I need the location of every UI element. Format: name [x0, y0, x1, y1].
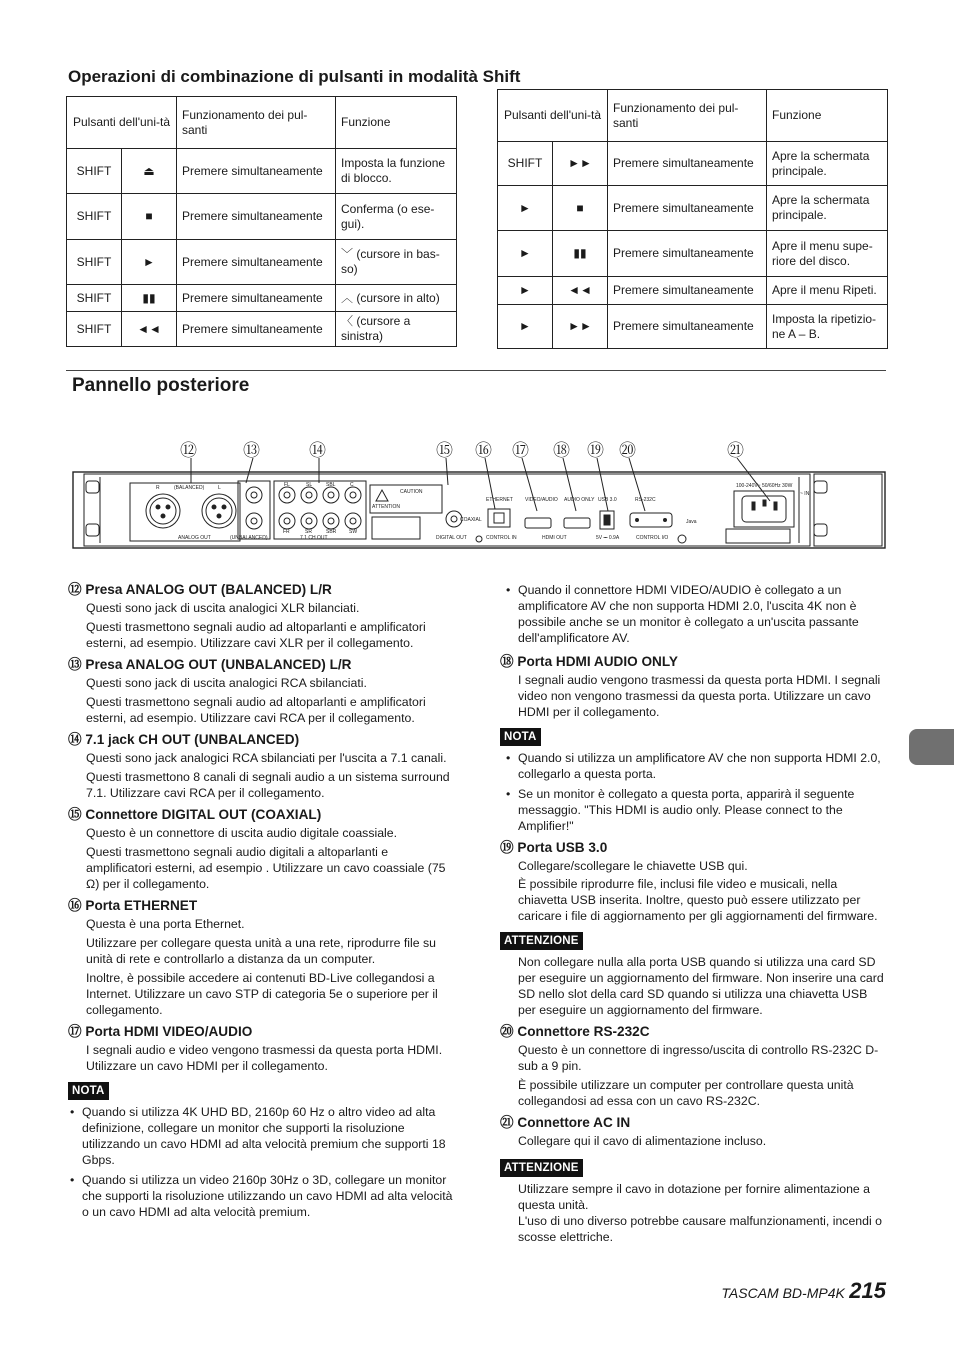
callout-21: ㉑ [727, 441, 744, 460]
rewind-icon: ◄◄ [122, 312, 177, 347]
page-number: 215 [849, 1278, 886, 1303]
callout-18: ⑱ [553, 441, 570, 460]
section-13: ⑬ Presa ANALOG OUT (UNBALANCED) L/R Questi sono jack di uscita analogici RCA sbilanciati. Questi trasmettono segnali audio ad altoparlanti e amplificatori esterni, ad esempio. Utilizzare cavi RCA per il collegamento. [68, 657, 426, 725]
attenzione-badge: ATTENZIONE [500, 1159, 583, 1177]
stop-icon: ■ [553, 186, 608, 231]
header-function: Funzione [767, 90, 888, 142]
table-row: ► ◄◄ Premere simultaneamente Apre il menu Ripeti. [498, 277, 888, 305]
stop-icon: ■ [122, 194, 177, 240]
section-title-rear-panel: Pannello posteriore [72, 375, 250, 396]
panel-ac-in-label: ~ IN [800, 491, 810, 497]
section-16: ⑯ Porta ETHERNET Questa è una porta Ethernet. Utilizzare per collegare questa unità a una rete, riprodurre file su unità di rete e controllarlo a distanza da un computer. Inoltre, è possibile accedere ai contenuti BD-Live collegandosi a Internet. Utilizzare un cavo STP di categoria 5e o superiore per il collegamento. [68, 898, 438, 1017]
nota-badge: NOTA [68, 1082, 109, 1100]
panel-ethernet-label: ETHERNET [486, 497, 513, 503]
callout-13: ⑬ [243, 441, 260, 460]
table-row: SHIFT ► Premere simultaneamente ﹀ (cursore in bas-so) [67, 240, 457, 285]
section-20: ⑳ Connettore RS-232C Questo è un connettore di ingresso/uscita di controllo RS-232C D-sub a 9 pin. È possibile utilizzare un computer per controllare questa unità collegandosi ad essa con un cavo RS-232C. [500, 1024, 879, 1108]
panel-rs232c-label: RS-232C [635, 497, 656, 503]
panel-analog-out-label: ANALOG OUT [178, 535, 211, 541]
panel-xlr-r-label: R [156, 485, 160, 491]
panel-ac-rating-label: 100-240V~ 50/60Hz 30W [736, 483, 793, 489]
panel-java-label: Java [686, 519, 697, 525]
fast-forward-icon: ►► [553, 142, 608, 186]
rear-panel-illustration [70, 455, 886, 551]
panel-ch-sw-label: SW [349, 529, 358, 535]
section-19: ⑲ Porta USB 3.0 Collegare/scollegare le chiavette USB qui. È possibile riprodurre file, inclusi file video e musicali, nella chiavetta USB inserita. Inoltre, questo può essere utilizzato per caricare i file di aggiornamento per gli aggiornamenti del firmware. [500, 840, 878, 923]
panel-attention-label: ATTENTION [372, 504, 400, 510]
table-row: SHIFT ◄◄ Premere simultaneamente 〈 (cursore a sinistra) [67, 312, 457, 347]
table-row: ► ■ Premere simultaneamente Apre la schermata principale. [498, 186, 888, 231]
section-18: ⑱ Porta HDMI AUDIO ONLY I segnali audio vengono trasmessi da questa porta HDMI. I segnali video non vengono trasmessi da questa porta. Utilizzare un cavo HDMI per il collegamento. [500, 654, 881, 719]
eject-icon: ⏏ [122, 149, 177, 194]
table-row: SHIFT ►► Premere simultaneamente Apre la schermata principale. [498, 142, 888, 186]
panel-ch-c-label: C [350, 482, 354, 488]
panel-usb-rating-label: 5V ⎓ 0.9A [596, 535, 620, 541]
table-row: SHIFT ■ Premere simultaneamente Conferma (o ese-gui). [67, 194, 457, 240]
panel-hdmi-out-label: HDMI OUT [542, 535, 567, 541]
fast-forward-icon: ►► [553, 305, 608, 349]
play-icon: ► [498, 305, 553, 349]
left-column [68, 582, 456, 1224]
nota-badge: NOTA [500, 728, 541, 746]
play-icon: ► [122, 240, 177, 285]
page-footer [721, 1278, 886, 1304]
section-17: ⑰ Porta HDMI VIDEO/AUDIO I segnali audio e video vengono trasmessi da questa porta HDMI. Utilizzare un cavo HDMI per il collegamento. [68, 1024, 443, 1073]
pause-icon: ▮▮ [553, 231, 608, 277]
panel-audio-only-label: AUDIO ONLY [564, 497, 595, 503]
attenzione-21: ATTENZIONE Utilizzare sempre il cavo in dotazione per fornire alimentazione a questa unità. L'uso di uno diverso potrebbe causare malfunzionamenti, incendi o scosse elettriche. [500, 1157, 888, 1245]
play-icon: ► [498, 186, 553, 231]
nota-17: NOTA • Quando si utilizza 4K UHD BD, 2160p 60 Hz o altro video ad alta definizione, collegare un monitor che supporti la risoluzione utilizzando un cavo HDMI ad alta velocità premium che supporti 18 Gbps. • Quando si utilizza un video 2160p 30Hz o 3D, collegare un monitor che supporti la risoluzione utilizzando un cavo HDMI ad alta velocità o un cavo HDMI ad alta velocità premium. [68, 1080, 456, 1220]
panel-xlr-l-label: L [218, 485, 221, 491]
callout-16: ⑯ [475, 441, 492, 460]
section-divider [66, 370, 886, 371]
panel-usb-label: USB 3.0 [598, 497, 617, 503]
panel-ch-fr-label: FR [283, 529, 290, 535]
section-14: ⑭ 7.1 jack CH OUT (UNBALANCED) Questi sono jack analogici RCA sbilanciati per l'uscita a 7.1 canali. Questi trasmettono 8 canali di segnali audio a un sistema surround 7.1. Utilizzare cavi RCA per il collegamento. [68, 732, 450, 800]
panel-ch-fl-label: FL [284, 482, 290, 488]
page-edge-tab [909, 729, 954, 765]
header-buttons: Pulsanti dell'uni-tà [498, 90, 608, 142]
callout-17: ⑰ [512, 441, 529, 460]
panel-ch-sbl-label: SBL [326, 482, 336, 488]
header-operation: Funzionamento dei pul-santi [608, 90, 767, 142]
header-buttons: Pulsanti dell'uni-tà [67, 97, 177, 149]
callout-19: ⑲ [587, 441, 604, 460]
panel-video-audio-label: VIDEO/AUDIO [525, 497, 558, 503]
header-operation: Funzionamento dei pul-santi [177, 97, 336, 149]
panel-71ch-label: 7.1 CH OUT [300, 535, 328, 541]
table-row: ► ►► Premere simultaneamente Imposta la ripetizio-ne A – B. [498, 305, 888, 349]
shift-table-left [66, 96, 457, 347]
panel-unbalanced-label: (UNBALANCED) [230, 535, 268, 541]
table-row: ► ▮▮ Premere simultaneamente Apre il menu supe-riore del disco. [498, 231, 888, 277]
section-title-shift: Operazioni di combinazione di pulsanti in modalità Shift [68, 67, 521, 86]
right-column [500, 582, 888, 1245]
panel-control-io-label: CONTROL I/O [636, 535, 669, 541]
section-15: ⑮ Connettore DIGITAL OUT (COAXIAL) Questo è un connettore di uscita audio digitale coassiale. Questi trasmettono segnali audio digitali a altoparlanti e amplificatori esterni, ad esempio . Utilizzare un cavo coassiale (75 Ω) per il collegamento. [68, 807, 446, 891]
table-row: SHIFT ▮▮ Premere simultaneamente ︿ (cursore in alto) [67, 285, 457, 312]
footer-model: TASCAM BD-MP4K [721, 1285, 845, 1301]
hdmi-note-bullet: • Quando il connettore HDMI VIDEO/AUDIO è collegato a un amplificatore AV che non supporta HDMI 2.0, l'uscita 4K non è possibile anche se un monitor è collegato a un'uscita passante dell'amplificatore AV. [504, 582, 888, 646]
panel-ch-sl-label: SL [306, 482, 313, 488]
rewind-icon: ◄◄ [553, 277, 608, 305]
section-12: ⑫ Presa ANALOG OUT (BALANCED) L/R Questi sono jack di uscita analogici XLR bilanciati. Questi trasmettono segnali audio ad altoparlanti e amplificatori esterni, ad esempio. Utilizzare cavi XLR per il collegamento. [68, 582, 426, 650]
pause-icon: ▮▮ [122, 285, 177, 312]
header-function: Funzione [336, 97, 457, 149]
section-21: ㉑ Connettore AC IN Collegare qui il cavo di alimentazione incluso. [500, 1115, 767, 1148]
panel-digital-out-label: DIGITAL OUT [436, 535, 467, 541]
play-icon: ► [498, 231, 553, 277]
nota-18: NOTA • Quando si utilizza un amplificatore AV che non supporta HDMI 2.0, collegarlo a questa porta. • Se un monitor è collegato a questa porta, apparirà il seguente messaggio. "This HDMI is audio only. Please connect to the Amplifier!" [500, 726, 888, 834]
attenzione-badge: ATTENZIONE [500, 932, 583, 950]
panel-control-in-label: CONTROL IN [486, 535, 517, 541]
callout-12: ⑫ [180, 441, 197, 460]
panel-caution-label: CAUTION [400, 489, 423, 495]
play-icon: ► [498, 277, 553, 305]
panel-ch-sbr-label: SBR [326, 529, 337, 535]
callout-15: ⑮ [436, 441, 453, 460]
panel-coaxial-label: COAXIAL [460, 517, 482, 523]
panel-ch-sr-label: SR [305, 529, 312, 535]
callout-20: ⑳ [619, 441, 636, 460]
attenzione-19: ATTENZIONE Non collegare nulla alla porta USB quando si utilizza una card SD per eseguire un aggiornamento del firmware. Non inserire una card SD nello slot della card SD quando si utilizza una chiavetta USB per eseguire un aggiornamento del firmware. [500, 930, 888, 1018]
table-row: SHIFT ⏏ Premere simultaneamente Imposta la funzione di blocco. [67, 149, 457, 194]
panel-balanced-label: (BALANCED) [174, 485, 205, 491]
shift-table-right [497, 89, 888, 349]
callout-14: ⑭ [309, 441, 326, 460]
